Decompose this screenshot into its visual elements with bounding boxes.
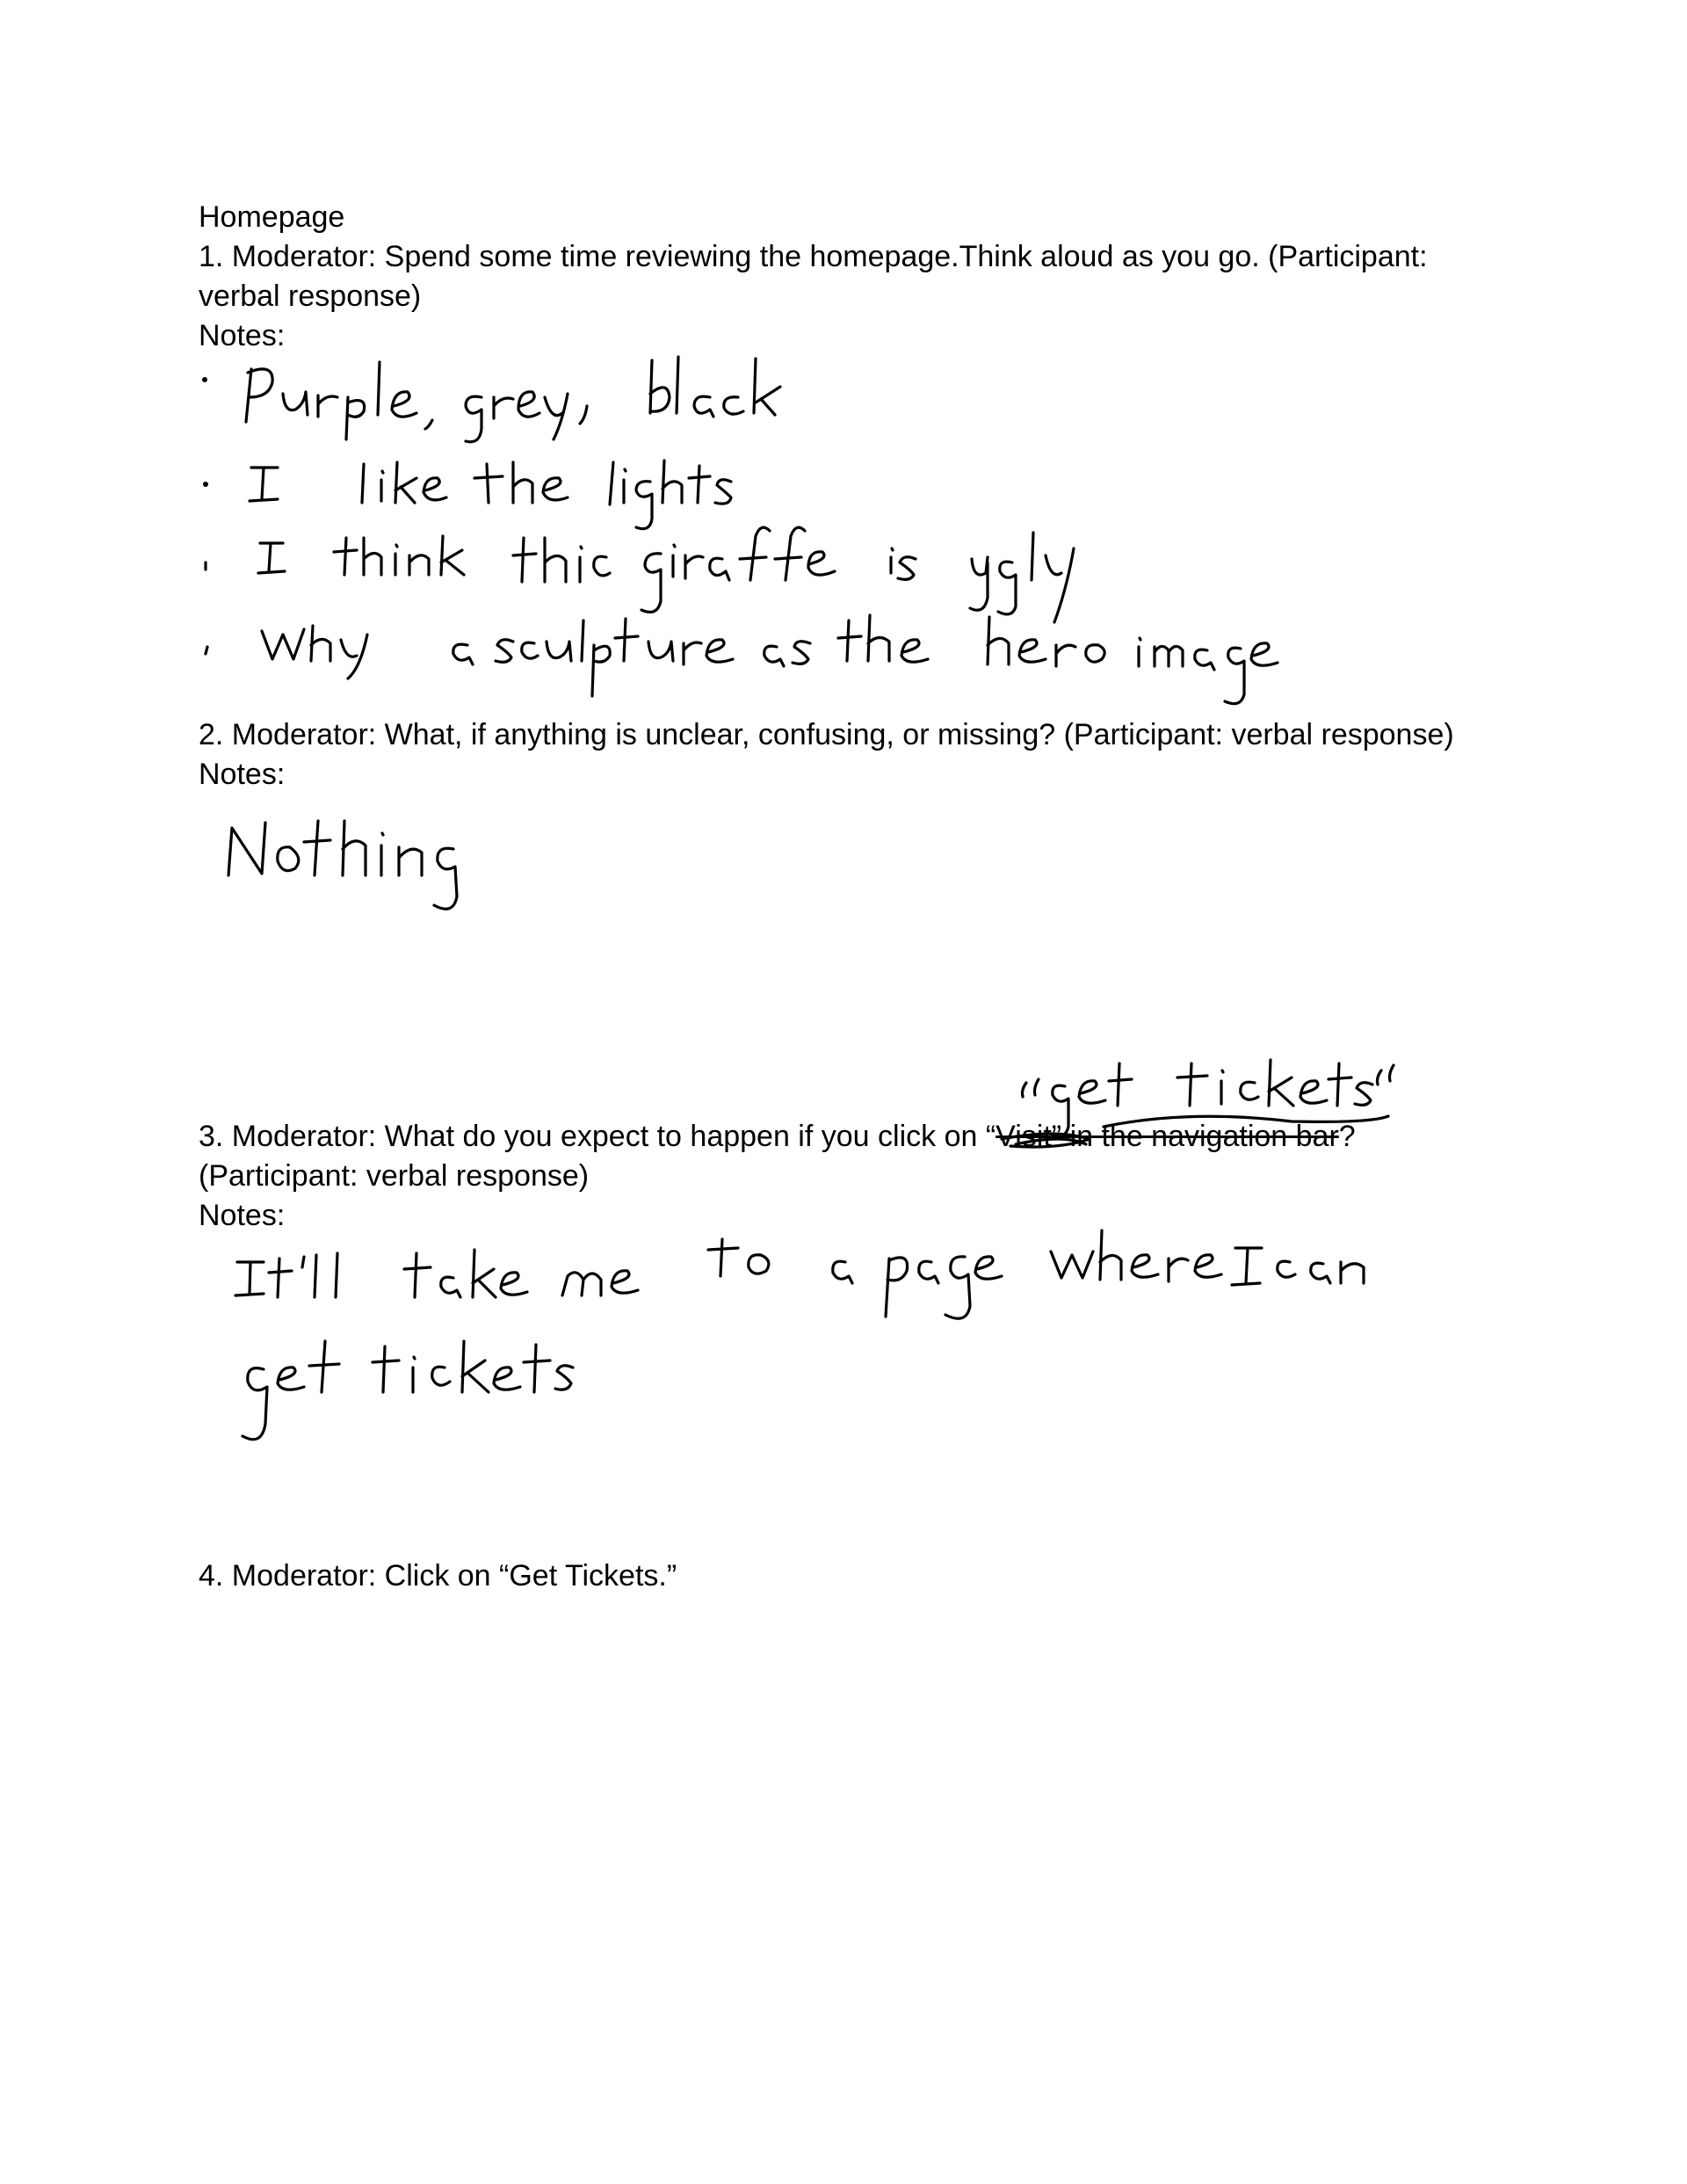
question-3-line-1-end: ? — [1338, 1120, 1356, 1153]
section-title: Homepage — [199, 200, 345, 234]
question-1-line-2: verbal response) — [199, 279, 422, 313]
handwritten-note-q3-1 — [235, 1230, 1364, 1318]
handwritten-note-q1-2 — [203, 461, 731, 529]
handwritten-note-q1-1 — [202, 357, 780, 442]
question-1-notes-label: Notes: — [199, 319, 286, 352]
handwritten-note-q1-4 — [206, 615, 1278, 704]
question-3-struck-suffix: ” in the navigation bar — [1051, 1120, 1339, 1153]
handwritten-note-q2-1 — [228, 821, 457, 909]
handwritten-insert-q3 — [1002, 1060, 1394, 1147]
question-3-notes-label: Notes: — [199, 1199, 286, 1232]
question-4-line-1: 4. Moderator: Click on “Get Tickets.” — [199, 1559, 677, 1593]
handwritten-note-q3-2 — [243, 1341, 573, 1440]
question-3-line-2: (Participant: verbal response) — [199, 1159, 590, 1193]
question-1-line-1: 1. Moderator: Spend some time reviewing the homepage.Think aloud as you go. (Participant: — [199, 240, 1428, 273]
question-3-line-1-prefix: 3. Moderator: What do you expect to happen if you click on “ — [199, 1120, 996, 1153]
question-3-struck-word: Visit — [996, 1120, 1052, 1153]
handwritten-note-q1-3 — [206, 527, 1074, 622]
question-2-notes-label: Notes: — [199, 758, 286, 791]
question-2-line-1: 2. Moderator: What, if anything is unclear, confusing, or missing? (Participant: verbal response) — [199, 718, 1454, 751]
